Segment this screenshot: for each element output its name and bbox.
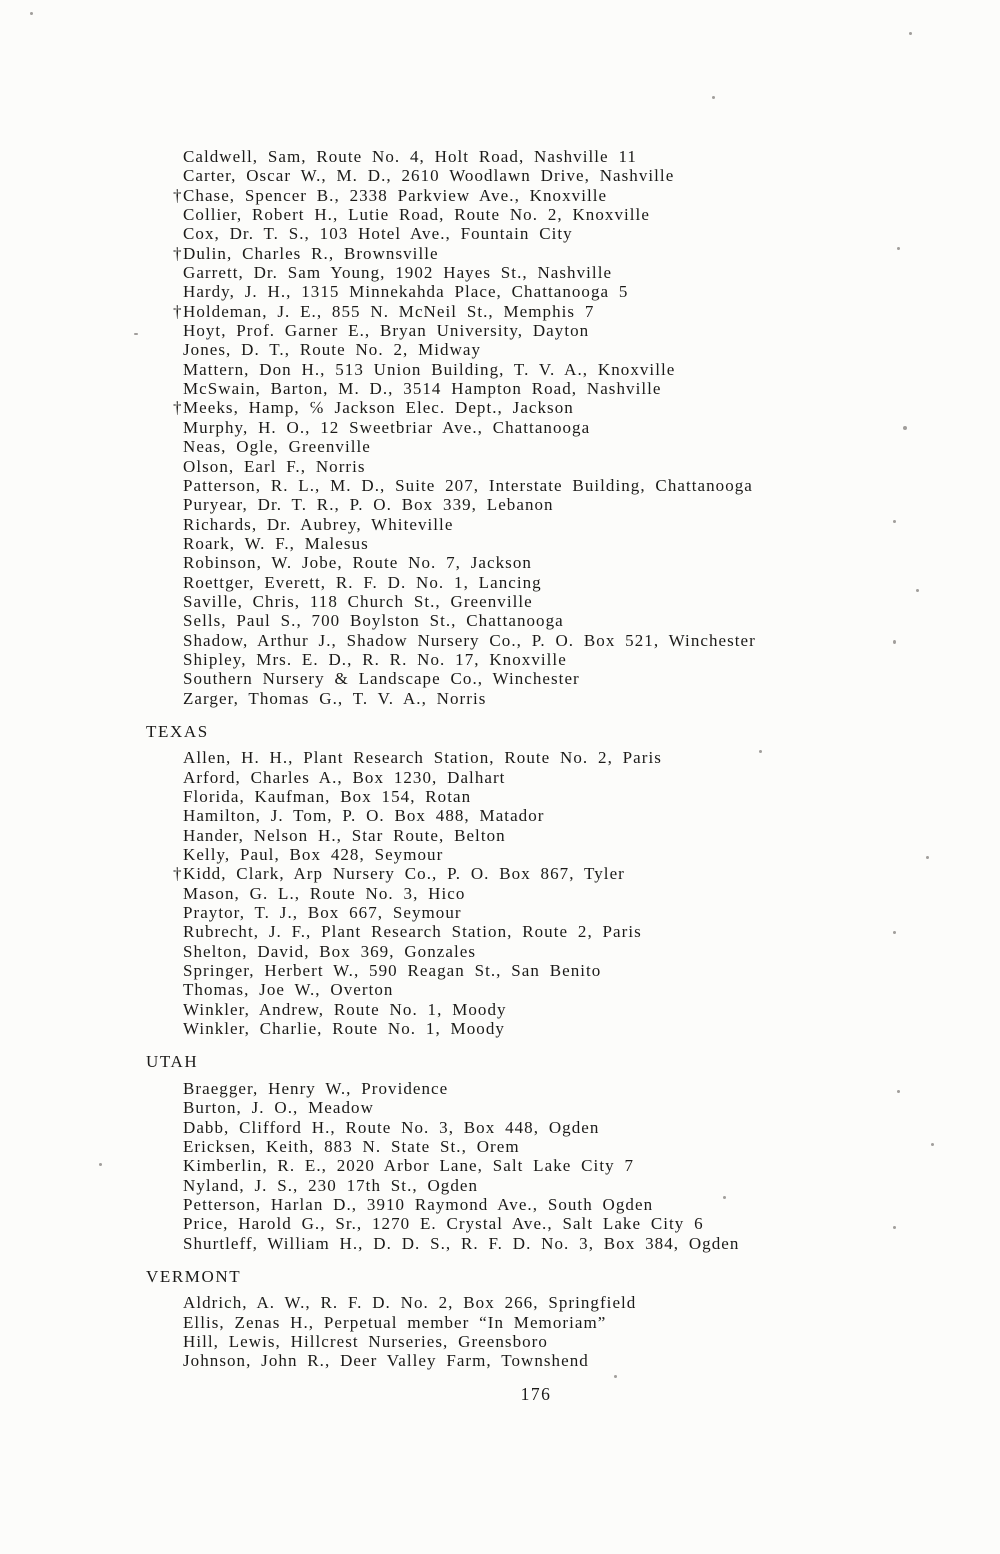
- directory-entry: [183, 418, 906, 437]
- directory-entry: [183, 437, 906, 456]
- entry-text: Florida, Kaufman, Box 154, Rotan: [183, 787, 472, 806]
- directory-entry: [183, 457, 906, 476]
- directory-entry: [183, 379, 906, 398]
- entry-text: Thomas, Joe W., Overton: [183, 980, 394, 1000]
- directory-entry: [183, 1214, 906, 1233]
- directory-entry: [183, 147, 906, 166]
- entry-text: McSwain, Barton, M. D., 3514 Hampton Road, Nashville: [183, 379, 662, 399]
- entry-text: Winkler, Charlie, Route No. 1, Moody: [183, 1019, 505, 1039]
- directory-entry: [183, 1293, 906, 1312]
- entry-text: Rubrecht, J. F., Plant Research Station, Route 2, Paris: [183, 922, 642, 942]
- directory-entry: [183, 826, 906, 845]
- directory-entry: [183, 942, 906, 961]
- entry-list: [146, 1079, 906, 1253]
- directory-entry: [183, 360, 906, 379]
- entry-text: Zarger, Thomas G., T. V. A., Norris: [183, 688, 487, 708]
- directory-entry: [183, 1332, 906, 1351]
- entry-list: [146, 748, 906, 1038]
- entry-text: Hander, Nelson H., Star Route, Belton: [183, 825, 506, 845]
- state-heading: TEXAS: [146, 721, 209, 741]
- directory-entry: [183, 980, 906, 999]
- entry-text: Allen, H. H., Plant Research Station, Route No. 2, Paris: [183, 748, 662, 768]
- directory-entry: [183, 573, 906, 592]
- directory-entry: [173, 301, 906, 321]
- scan-speck: [134, 333, 138, 335]
- directory-entry: [183, 961, 906, 980]
- entry-text: Winkler, Andrew, Route No. 1, Moody: [183, 999, 507, 1019]
- scan-speck: [916, 589, 919, 592]
- entry-text: Ellis, Zenas H., Perpetual member “In Memoriam”: [183, 1312, 607, 1332]
- entry-text: Saville, Chris, 118 Church St., Greenville: [183, 591, 533, 611]
- dagger-mark: †: [173, 185, 182, 205]
- directory-entry: [183, 922, 906, 941]
- scan-speck: [931, 1143, 934, 1146]
- entry-text: Patterson, R. L., M. D., Suite 207, Interstate Building, Chattanooga: [183, 475, 753, 495]
- entry-text: Springer, Herbert W., 590 Reagan St., San Benito: [183, 961, 602, 981]
- directory-entry: [183, 669, 906, 688]
- entry-text: Aldrich, A. W., R. F. D. No. 2, Box 266, Springfield: [183, 1293, 637, 1313]
- entry-text: Mason, G. L., Route No. 3, Hico: [183, 883, 466, 903]
- entry-text: Burton, J. O., Meadow: [183, 1098, 374, 1118]
- entry-list: [146, 147, 906, 708]
- entry-text: Johnson, John R., Deer Valley Farm, Townshend: [183, 1351, 589, 1371]
- entry-text: Sells, Paul S., 700 Boylston St., Chattanooga: [183, 611, 564, 631]
- entry-text: Hill, Lewis, Hillcrest Nurseries, Greensboro: [183, 1331, 548, 1351]
- entry-text: Dulin, Charles R., Brownsville: [183, 243, 439, 263]
- directory-entry: [183, 1079, 906, 1098]
- state-section: [146, 1267, 906, 1371]
- entry-text: Kidd, Clark, Arp Nursery Co., P. O. Box 867, Tyler: [183, 864, 625, 884]
- scan-speck: [926, 856, 929, 859]
- page-number: 176: [520, 1383, 552, 1404]
- entry-text: Collier, Robert H., Lutie Road, Route No. 2, Knoxville: [183, 205, 650, 225]
- entry-text: Price, Harold G., Sr., 1270 E. Crystal Ave., Salt Lake City 6: [183, 1214, 704, 1234]
- directory-entry: [183, 787, 906, 806]
- scan-speck: [712, 96, 715, 99]
- directory-entry: [183, 340, 906, 359]
- directory-entry: [183, 768, 906, 787]
- entry-list: [146, 1293, 906, 1370]
- directory-entry: [183, 650, 906, 669]
- directory-entry: [183, 515, 906, 534]
- directory-entry: [183, 224, 906, 243]
- entry-text: Murphy, H. O., 12 Sweetbriar Ave., Chattanooga: [183, 417, 591, 437]
- entry-text: Neas, Ogle, Greenville: [183, 437, 371, 457]
- entry-text: Shadow, Arthur J., Shadow Nursery Co., P. O. Box 521, Winchester: [183, 630, 756, 650]
- directory-entry: [183, 321, 906, 340]
- directory-entry: [183, 553, 906, 572]
- directory-entry: [183, 1313, 906, 1332]
- directory-entry: [173, 185, 906, 205]
- directory-entry: [173, 243, 906, 263]
- page-footer: [146, 1384, 906, 1405]
- directory-entry: [173, 864, 906, 884]
- scan-speck: [893, 640, 896, 644]
- directory-entry: [183, 534, 906, 553]
- directory-content: [146, 147, 906, 1405]
- state-section: [146, 147, 906, 708]
- entry-text: Kelly, Paul, Box 428, Seymour: [183, 845, 444, 865]
- entry-text: Shelton, David, Box 369, Gonzales: [183, 941, 476, 961]
- state-section: [146, 1052, 906, 1252]
- dagger-mark: †: [173, 301, 182, 321]
- directory-entry: [183, 282, 906, 301]
- entry-text: Shurtleff, William H., D. D. S., R. F. D. No. 3, Box 384, Ogden: [183, 1233, 740, 1253]
- entry-text: Kimberlin, R. E., 2020 Arbor Lane, Salt Lake City 7: [183, 1156, 634, 1176]
- directory-entry: [183, 1019, 906, 1038]
- entry-text: Mattern, Don H., 513 Union Building, T. V. A., Knoxville: [183, 359, 676, 379]
- entry-text: Chase, Spencer B., 2338 Parkview Ave., Knoxville: [183, 185, 608, 205]
- scan-speck: [893, 931, 896, 934]
- entry-text: Petterson, Harlan D., 3910 Raymond Ave., South Ogden: [183, 1194, 654, 1214]
- scan-speck: [897, 247, 900, 250]
- directory-entry: [173, 398, 906, 418]
- entry-text: Carter, Oscar W., M. D., 2610 Woodlawn Drive, Nashville: [183, 166, 675, 186]
- state-section: [146, 722, 906, 1039]
- entry-text: Holdeman, J. E., 855 N. McNeil St., Memphis 7: [183, 301, 595, 321]
- directory-entry: [183, 263, 906, 282]
- entry-text: Shipley, Mrs. E. D., R. R. No. 17, Knoxville: [183, 649, 567, 669]
- scan-speck: [893, 1226, 896, 1229]
- entry-text: Hardy, J. H., 1315 Minnekahda Place, Chattanooga 5: [183, 282, 629, 302]
- entry-text: Richards, Dr. Aubrey, Whiteville: [183, 514, 454, 534]
- entry-text: Puryear, Dr. T. R., P. O. Box 339, Lebanon: [183, 495, 554, 515]
- directory-entry: [183, 1118, 906, 1137]
- scan-speck: [30, 12, 33, 15]
- entry-text: Arford, Charles A., Box 1230, Dalhart: [183, 767, 506, 787]
- entry-text: Meeks, Hamp, ℅ Jackson Elec. Dept., Jackson: [183, 398, 574, 418]
- directory-entry: [183, 1156, 906, 1175]
- dagger-mark: †: [173, 243, 182, 263]
- scan-speck: [759, 750, 762, 753]
- scan-speck: [614, 1375, 617, 1378]
- dagger-mark: †: [173, 398, 182, 418]
- scan-speck: [723, 1196, 726, 1199]
- directory-entry: [183, 689, 906, 708]
- directory-entry: [183, 166, 906, 185]
- dagger-mark: †: [173, 864, 182, 884]
- scan-speck: [909, 32, 912, 35]
- entry-text: Robinson, W. Jobe, Route No. 7, Jackson: [183, 553, 532, 573]
- state-heading: UTAH: [146, 1052, 199, 1072]
- entry-text: Ericksen, Keith, 883 N. State St., Orem: [183, 1136, 520, 1156]
- directory-entry: [183, 903, 906, 922]
- entry-text: Southern Nursery & Landscape Co., Winchester: [183, 669, 580, 689]
- entry-text: Olson, Earl F., Norris: [183, 456, 366, 476]
- directory-entry: [183, 205, 906, 224]
- directory-entry: [183, 592, 906, 611]
- scan-speck: [903, 426, 907, 430]
- directory-entry: [183, 806, 906, 825]
- entry-text: Nyland, J. S., 230 17th St., Ogden: [183, 1175, 479, 1195]
- directory-entry: [183, 1098, 906, 1117]
- entry-text: Praytor, T. J., Box 667, Seymour: [183, 903, 462, 923]
- directory-entry: [183, 748, 906, 767]
- entry-text: Jones, D. T., Route No. 2, Midway: [183, 340, 482, 360]
- scan-speck: [893, 520, 896, 523]
- directory-entry: [183, 1000, 906, 1019]
- entry-text: Garrett, Dr. Sam Young, 1902 Hayes St., Nashville: [183, 263, 613, 283]
- state-heading: VERMONT: [146, 1266, 242, 1286]
- entry-text: Hoyt, Prof. Garner E., Bryan University, Dayton: [183, 321, 590, 341]
- directory-entry: [183, 845, 906, 864]
- directory-entry: [183, 1234, 906, 1253]
- entry-text: Caldwell, Sam, Route No. 4, Holt Road, Nashville 11: [183, 147, 637, 166]
- scan-speck: [897, 1090, 900, 1093]
- directory-entry: [183, 884, 906, 903]
- entry-text: Hamilton, J. Tom, P. O. Box 488, Matador: [183, 806, 545, 826]
- entry-text: Dabb, Clifford H., Route No. 3, Box 448, Ogden: [183, 1117, 600, 1137]
- entry-text: Braegger, Henry W., Providence: [183, 1078, 449, 1098]
- directory-entry: [183, 1176, 906, 1195]
- entry-text: Roark, W. F., Malesus: [183, 533, 369, 553]
- directory-entry: [183, 1195, 906, 1214]
- directory-entry: [183, 631, 906, 650]
- entry-text: Roettger, Everett, R. F. D. No. 1, Lancing: [183, 572, 542, 592]
- scan-speck: [99, 1163, 102, 1166]
- directory-entry: [183, 1137, 906, 1156]
- directory-entry: [183, 495, 906, 514]
- directory-entry: [183, 611, 906, 630]
- entry-text: Cox, Dr. T. S., 103 Hotel Ave., Fountain City: [183, 224, 573, 244]
- directory-entry: [183, 476, 906, 495]
- directory-entry: [183, 1351, 906, 1370]
